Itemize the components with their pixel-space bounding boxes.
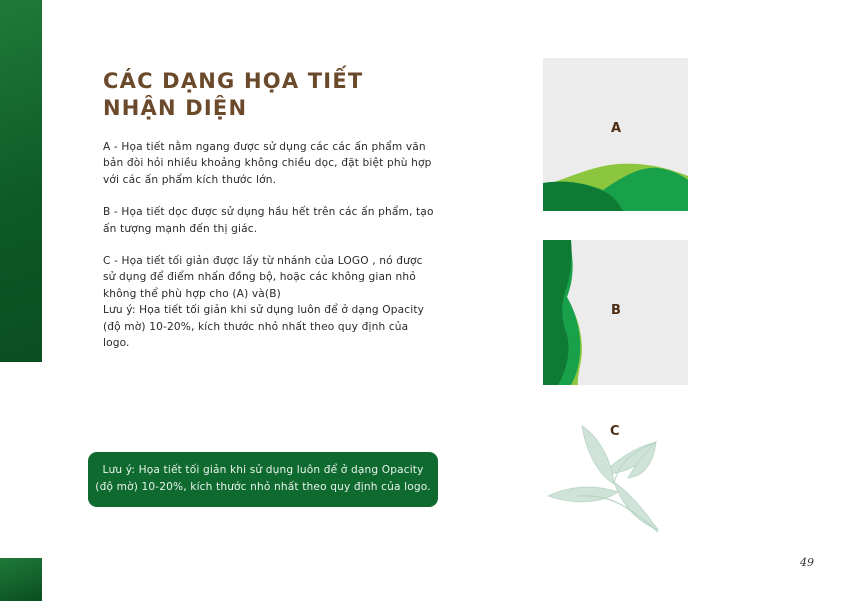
- page-title: [103, 68, 363, 122]
- paragraph-note: Lưu ý: Họa tiết tối giản khi sử dụng luôn để ở dạng Opacity (độ mờ) 10-20%, kích thước nhỏ nhất theo quy định của logo.: [103, 304, 425, 350]
- description-text: [103, 139, 438, 351]
- note-callout: [88, 452, 438, 507]
- paragraph-b: B - Họa tiết dọc được sử dụng hầu hết trên các ấn phẩm, tạo ấn tượng mạnh đến thị giác.: [103, 206, 434, 235]
- panel-b-label: B: [611, 303, 621, 318]
- note-line-2: (độ mờ) 10-20%, kích thước nhỏ nhất theo quy định của logo.: [95, 481, 431, 493]
- page-title-line-1: CÁC DẠNG HỌA TIẾT: [103, 69, 364, 93]
- paragraph-a: A - Họa tiết nằm ngang được sử dụng các các ấn phẩm văn bản đòi hỏi nhiều khoảng không chiều dọc, đặt biệt phù hợp với các ấn phẩm kích thước lớn.: [103, 141, 432, 186]
- leaf-icon: [548, 422, 683, 540]
- panel-a-label: A: [611, 121, 622, 136]
- side-decor-bar-bottom: [0, 558, 42, 601]
- side-decor-bar-top: [0, 0, 42, 362]
- panel-c-label: C: [610, 424, 620, 439]
- note-line-1: Lưu ý: Họa tiết tối giản khi sử dụng luôn để ở dạng Opacity: [102, 464, 424, 476]
- page-number: 49: [800, 556, 814, 569]
- page-title-line-2: NHẬN DIỆN: [103, 96, 248, 120]
- paragraph-c: C - Họa tiết tối giản được lấy từ nhánh của LOGO , nó được sử dụng để điểm nhấn đồng bộ, hoặc các không gian nhỏ không thể phù hợp cho (A) và(B): [103, 255, 423, 300]
